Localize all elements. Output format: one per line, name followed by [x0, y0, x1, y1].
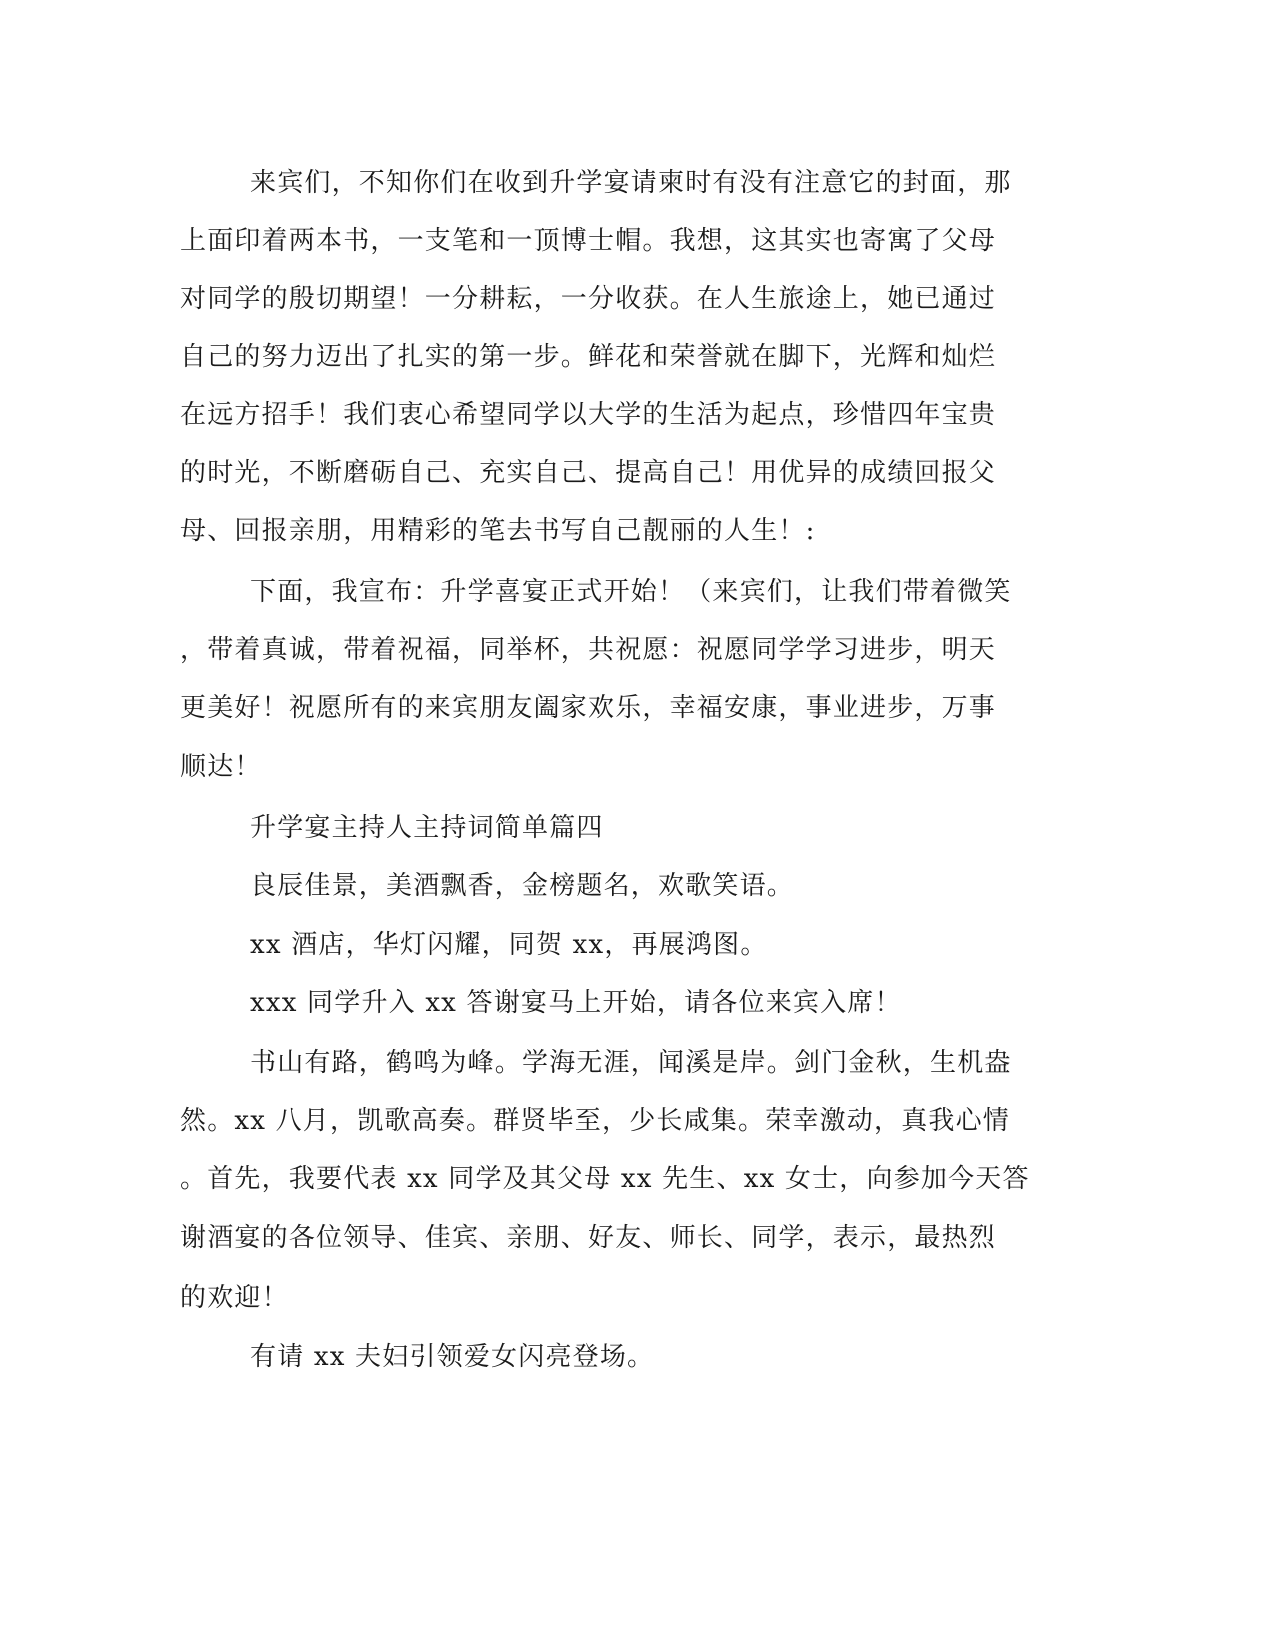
- paragraph-1-line-2: 上面印着两本书，一支笔和一顶博士帽。我想，这其实也寄寓了父母: [180, 226, 997, 256]
- paragraph-2-line-1: 下面，我宣布：升学喜宴正式开始！（来宾们，让我们带着微笑: [250, 577, 1012, 607]
- paragraph-8-line-1: 有请 xx 夫妇引领爱女闪亮登场。: [250, 1342, 655, 1372]
- paragraph-2-line-2: ，带着真诚，带着祝福，同举杯，共祝愿：祝愿同学学习进步，明天: [180, 635, 997, 665]
- paragraph-1-line-4: 自己的努力迈出了扎实的第一步。鲜花和荣誉就在脚下，光辉和灿烂: [180, 342, 997, 372]
- paragraph-5-line-1: xx 酒店，华灯闪耀，同贺 xx，再展鸿图。: [250, 930, 768, 960]
- paragraph-7-line-1: 书山有路，鹤鸣为峰。学海无涯，闻溪是岸。剑门金秋，生机盎: [250, 1048, 1012, 1078]
- paragraph-7-line-4: 谢酒宴的各位领导、佳宾、亲朋、好友、师长、同学，表示，最热烈: [180, 1223, 997, 1253]
- paragraph-7-line-5: 的欢迎！: [180, 1283, 289, 1313]
- paragraph-1-line-7: 母、回报亲朋，用精彩的笔去书写自己靓丽的人生！:: [180, 516, 816, 546]
- paragraph-6-line-1: xxx 同学升入 xx 答谢宴马上开始，请各位来宾入席！: [250, 988, 902, 1018]
- paragraph-1-line-3: 对同学的殷切期望！一分耕耘，一分收获。在人生旅途上，她已通过: [180, 284, 997, 314]
- paragraph-2-line-3: 更美好！祝愿所有的来宾朋友阖家欢乐，幸福安康，事业进步，万事: [180, 693, 997, 723]
- paragraph-7-line-3: 。首先，我要代表 xx 同学及其父母 xx 先生、xx 女士，向参加今天答: [180, 1164, 1030, 1194]
- paragraph-1-line-6: 的时光，不断磨砺自己、充实自己、提高自己！用优异的成绩回报父: [180, 458, 997, 488]
- paragraph-1-line-1: 来宾们，不知你们在收到升学宴请柬时有没有注意它的封面，那: [250, 168, 1012, 198]
- section-heading: 升学宴主持人主持词简单篇四: [250, 813, 604, 843]
- paragraph-4-line-1: 良辰佳景，美酒飘香，金榜题名，欢歌笑语。: [250, 871, 795, 901]
- paragraph-1-line-5: 在远方招手！我们衷心希望同学以大学的生活为起点，珍惜四年宝贵: [180, 400, 997, 430]
- paragraph-7-line-2: 然。xx 八月，凯歌高奏。群贤毕至，少长咸集。荣幸激动，真我心情: [180, 1106, 1010, 1136]
- paragraph-2-line-4: 顺达！: [180, 752, 262, 782]
